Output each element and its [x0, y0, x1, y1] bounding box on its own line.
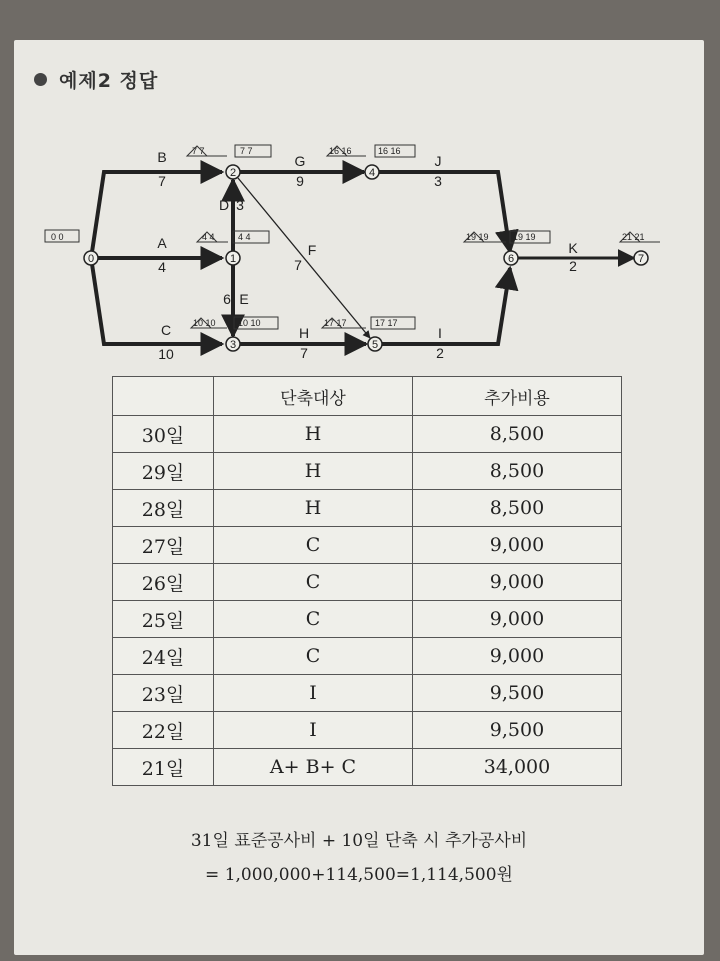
activity-D-duration: 3: [236, 197, 244, 213]
activity-A-duration: 4: [158, 259, 166, 275]
node-5-tri: 17 17: [324, 318, 347, 328]
activity-D-name: D: [218, 197, 230, 213]
activity-G-name: G: [294, 153, 306, 169]
node-4-box: 16 16: [378, 146, 401, 156]
activity-K-duration: 2: [569, 258, 577, 274]
table-row: 29일 H 8,500: [113, 453, 622, 490]
node-3-tri: 10 10: [193, 318, 216, 328]
svg-text:2: 2: [229, 167, 237, 179]
node-2-box: 7 7: [240, 146, 253, 156]
node-6-tri: 19 19: [466, 232, 489, 242]
node-1-box: 4 4: [238, 232, 251, 242]
table-row: 30일 H 8,500: [113, 416, 622, 453]
activity-B-duration: 7: [158, 173, 166, 189]
node-2-tri: 7 7: [192, 146, 205, 156]
activity-B-name: B: [157, 149, 167, 165]
node-3-box: 10 10: [238, 318, 261, 328]
activity-A-name: A: [157, 235, 167, 251]
activity-E-name: E: [239, 291, 249, 307]
activity-C-name: C: [160, 322, 172, 338]
textbook-page: [14, 40, 704, 955]
page-title: 예제2 정답: [59, 70, 159, 92]
table-row: 28일 H 8,500: [113, 490, 622, 527]
activity-J-name: J: [434, 153, 442, 169]
crashing-table: [112, 376, 622, 786]
table-row: 25일 C 9,000: [113, 601, 622, 638]
table-row: 21일 A+ B+ C 34,000: [113, 749, 622, 786]
network-diagram: [14, 40, 704, 370]
activity-C-duration: 10: [158, 346, 174, 362]
activity-H-name: H: [298, 325, 310, 341]
table-header: 추가비용: [413, 377, 622, 416]
activity-G-duration: 9: [296, 173, 304, 189]
activity-I-name: I: [438, 325, 442, 341]
node-7-tri: 21 21: [622, 232, 645, 242]
formula-line-2: = 1,000,000+114,500=1,114,500원: [205, 865, 513, 885]
activity-J-duration: 3: [434, 173, 442, 189]
svg-text:6: 6: [507, 253, 515, 265]
node-1-tri: 4 4: [202, 232, 215, 242]
table-header: [113, 377, 214, 416]
table-row: 23일 I 9,500: [113, 675, 622, 712]
svg-text:1: 1: [229, 253, 237, 265]
table-row: 27일 C 9,000: [113, 527, 622, 564]
node-5-box: 17 17: [375, 318, 398, 328]
table-row: 22일 I 9,500: [113, 712, 622, 749]
activity-H-duration: 7: [300, 345, 308, 361]
svg-text:0: 0: [87, 253, 95, 265]
table-header: 단축대상: [214, 377, 413, 416]
activity-F-duration: 7: [294, 257, 302, 273]
node-6-box: 19 19: [513, 232, 536, 242]
activity-E-duration: 6: [223, 291, 231, 307]
svg-text:4: 4: [368, 167, 376, 179]
edge-C: [92, 264, 222, 344]
formula-line-1: 31일 표준공사비 + 10일 단축 시 추가공사비: [190, 831, 528, 851]
table-row: 24일 C 9,000: [113, 638, 622, 675]
table-header-row: [113, 377, 622, 416]
activity-F-name: F: [307, 242, 317, 258]
edge-F: [238, 178, 370, 338]
edge-J: [379, 172, 510, 252]
activity-K-name: K: [568, 240, 578, 256]
svg-text:3: 3: [229, 339, 237, 351]
table-row: 26일 C 9,000: [113, 564, 622, 601]
edge-I: [382, 268, 510, 344]
svg-text:7: 7: [637, 253, 645, 265]
node-0-times: 0 0: [51, 232, 64, 242]
activity-I-duration: 2: [436, 345, 444, 361]
node-4-tri: 16 16: [329, 146, 352, 156]
svg-text:5: 5: [371, 339, 379, 351]
